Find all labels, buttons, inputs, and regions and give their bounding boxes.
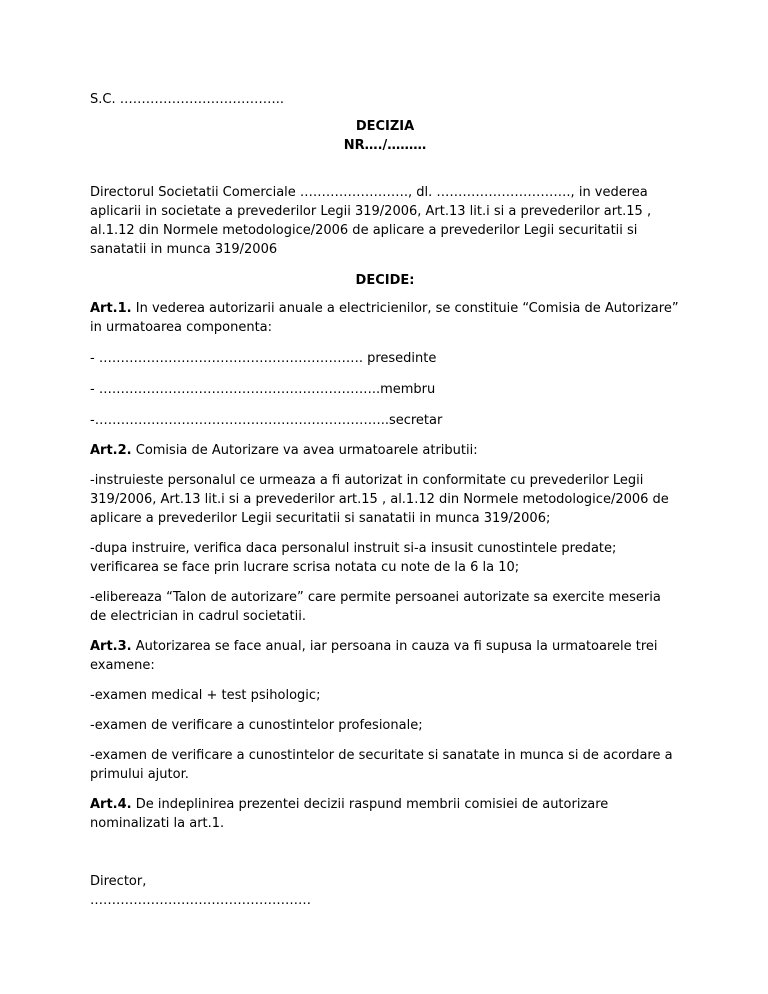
art2-item-verificare: -dupa instruire, verifica daca personalul instruit si-a insusit cunostintele predate; verificarea se face prin lucrare scrisa notata cu note de la 6 la 10;	[90, 541, 617, 575]
title-number: NR…./………	[343, 138, 427, 153]
art3-item-securitate: -examen de verificare a cunostintelor de securitate si sanatate in munca si de acordare a primului ajutor.	[90, 748, 673, 782]
art3-label: Art.3.	[90, 639, 132, 654]
art3-text: Autorizarea se face anual, iar persoana in cauza va fi supusa la urmatoarele trei examene:	[90, 639, 658, 673]
company-line: S.C. ………………………………..	[90, 92, 284, 107]
member-membru: - ………………………………………………………..membru	[90, 382, 436, 397]
signature-role: Director,	[90, 874, 147, 889]
art4-text: De indeplinirea prezentei decizii raspund membrii comisiei de autorizare nominalizati la art.1.	[90, 797, 609, 831]
art2-item-talon: -elibereaza “Talon de autorizare” care permite persoanei autorizate sa exercite meseria de electrician in cadrul societatii.	[90, 590, 661, 624]
art2-paragraph	[90, 441, 680, 460]
art4-label: Art.4.	[90, 797, 132, 812]
document-body	[90, 90, 680, 910]
title-decizia: DECIZIA	[355, 119, 415, 134]
decide-heading: DECIDE:	[355, 273, 415, 288]
art1-text: In vederea autorizarii anuale a electricienilor, se constituie “Comisia de Autorizare” in urmatoarea componenta:	[90, 301, 679, 335]
signature-line: ……………………………………………	[90, 893, 311, 908]
art3-item-medical: -examen medical + test psihologic;	[90, 688, 321, 703]
art1-label: Art.1.	[90, 301, 132, 316]
member-secretar: -…………………………………………………………..secretar	[90, 413, 443, 428]
art4-paragraph	[90, 795, 680, 833]
art2-label: Art.2.	[90, 443, 132, 458]
art3-item-profesional: -examen de verificare a cunostintelor profesionale;	[90, 718, 423, 733]
art2-item-instruire: -instruieste personalul ce urmeaza a fi autorizat in conformitate cu prevederilor Legii 319/2006, Art.13 lit.i si a prevederilor art.15 , al.1.12 din Normele metodologice/2006 de aplicare a prevederilor Legii securitatii si sanatatii in munca 319/2006;	[90, 473, 669, 526]
art3-paragraph	[90, 637, 680, 675]
member-presedinte: - ……………………………………………………. presedinte	[90, 351, 437, 366]
art1-paragraph	[90, 299, 680, 337]
preamble: Directorul Societatii Comerciale ……………………., dl. …………………………., in vederea aplicarii in societate a prevederilor Legii 319/2006, Art.13 lit.i si a prevederilor art.15 , al.1.12 din Normele metodologice/2006 de aplicare a prevederilor Legii securitatii si sanatatii in munca 319/2006	[90, 185, 652, 257]
art2-text: Comisia de Autorizare va avea urmatoarele atributii:	[131, 443, 478, 458]
